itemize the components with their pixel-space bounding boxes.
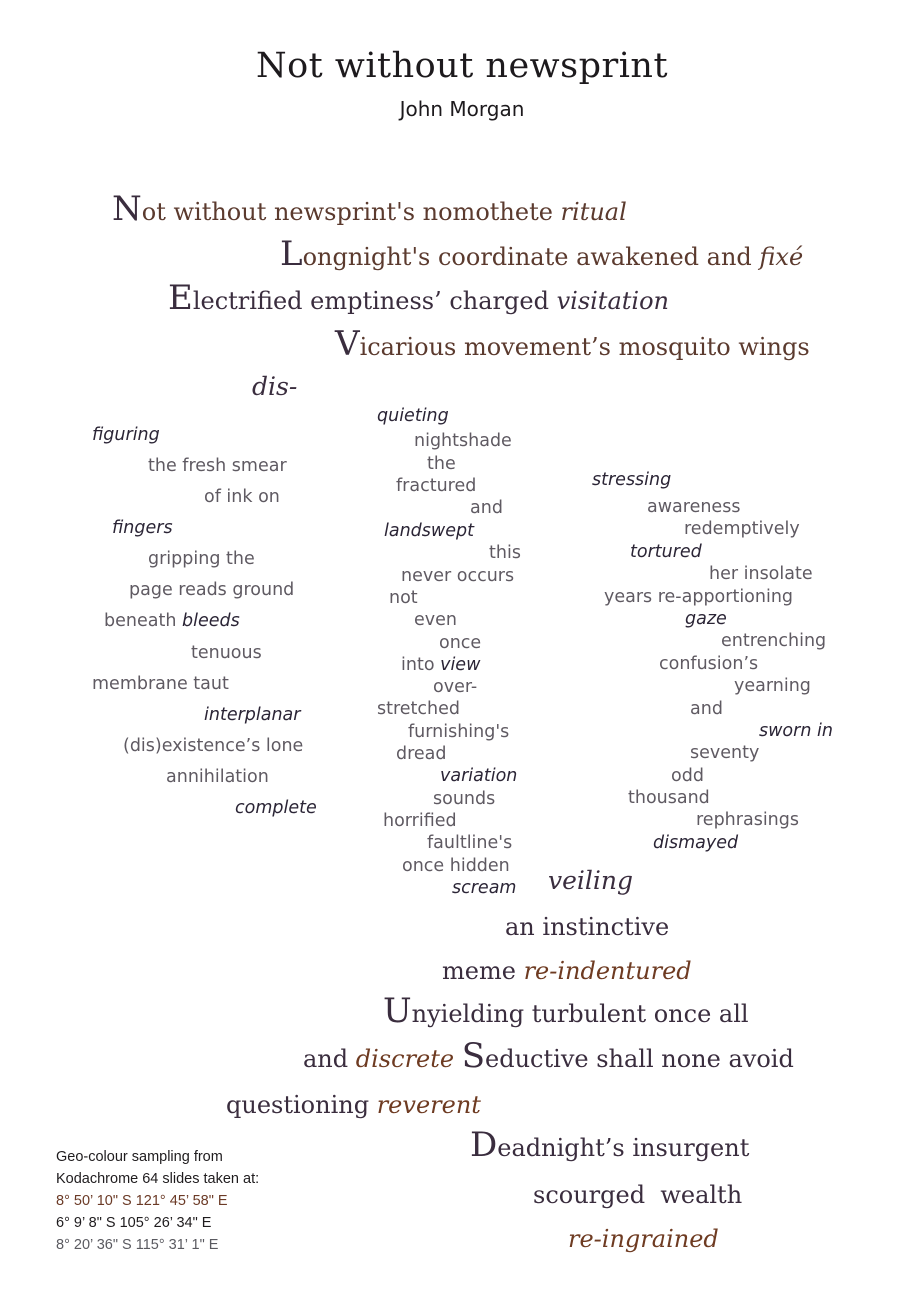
acrostic-initial: D — [470, 1125, 498, 1165]
author-name: John Morgan — [399, 97, 525, 121]
col1-line-9: membrane taut — [92, 674, 229, 694]
veiling-word: veiling — [548, 866, 634, 895]
col3-line-13: seventy — [690, 743, 760, 763]
col3-line-15: thousand — [628, 788, 710, 808]
acrostic-initial: N — [112, 189, 142, 229]
col2-line-3: the — [427, 454, 456, 474]
col3-line-11: and — [690, 699, 723, 719]
col1-line-8: tenuous — [191, 643, 262, 663]
acrostic-text: lectrified emptiness’ charged — [192, 287, 557, 315]
acrostic-initial: U — [383, 991, 412, 1031]
lower-line-7: scourged wealth — [533, 1181, 743, 1209]
lower-line-4: and discrete Seductive shall none avoid — [303, 1036, 794, 1076]
col2-line-19: horrified — [383, 811, 457, 831]
col2-line-8: never occurs — [401, 566, 515, 586]
lower-line-3: Unyielding turbulent once all — [383, 991, 749, 1031]
note-coord-1: 8° 50’ 10" S 121° 45’ 58" E — [56, 1193, 228, 1209]
col2-line-9: not — [389, 588, 418, 608]
acrostic-line-3 — [168, 278, 669, 318]
col2-line-22: scream — [452, 878, 517, 898]
note-line-1: Geo-colour sampling from — [56, 1149, 223, 1165]
col3-line-8: entrenching — [721, 631, 827, 651]
col3-line-7: gaze — [685, 609, 727, 629]
lower-line-1: an instinctive — [505, 913, 670, 941]
note-coord-2: 6° 9’ 8" S 105° 26’ 34" E — [56, 1215, 212, 1231]
lower-line-6: Deadnight’s insurgent — [470, 1125, 750, 1165]
acrostic-line-1 — [112, 189, 627, 229]
note-coord-3: 8° 20’ 36" S 115° 31’ 1" E — [56, 1237, 219, 1253]
col1-line-2: the fresh smear — [148, 456, 287, 476]
acrostic-italic: fixé — [759, 243, 804, 271]
col2-line-7: this — [489, 543, 521, 563]
col2-line-6: landswept — [384, 521, 474, 541]
col1-line-7: beneath bleeds — [104, 611, 240, 631]
col2-line-2: nightshade — [414, 431, 512, 451]
col1-line-3: of ink on — [204, 487, 280, 507]
col2-line-15: furnishing's — [408, 722, 510, 742]
col2-line-13: over- — [433, 677, 478, 697]
acrostic-line-2 — [280, 234, 804, 274]
col3-line-9: confusion’s — [659, 654, 759, 674]
col3-line-3: redemptively — [684, 519, 800, 539]
col2-line-16: dread — [396, 744, 447, 764]
acrostic-italic: visitation — [556, 287, 669, 315]
col3-line-17: dismayed — [653, 833, 739, 853]
acrostic-initial: S — [461, 1036, 486, 1076]
col2-line-10: even — [414, 610, 457, 630]
note-line-2: Kodachrome 64 slides taken at: — [56, 1171, 260, 1187]
acrostic-initial: V — [335, 324, 360, 364]
col2-line-12: into view — [401, 655, 481, 675]
col3-line-14: odd — [671, 766, 704, 786]
col3-line-16: rephrasings — [696, 810, 799, 830]
acrostic-text: ongnight's coordinate awakened and — [302, 243, 760, 271]
col2-line-11: once — [439, 633, 482, 653]
lower-line-2: meme re-indentured — [442, 957, 692, 985]
col2-line-20: faultline's — [427, 833, 513, 853]
col1-line-6: page reads ground — [129, 580, 295, 600]
col2-line-18: sounds — [433, 789, 496, 809]
col3-line-6: years re-apportioning — [604, 587, 794, 607]
page-title: Not without newsprint — [255, 46, 669, 86]
col3-line-1: stressing — [592, 470, 672, 490]
col1-line-12: annihilation — [166, 767, 269, 787]
col3-line-5: her insolate — [709, 564, 813, 584]
acrostic-text: ot without newsprint's nomothete — [141, 198, 561, 226]
col1-line-1: figuring — [92, 425, 160, 445]
col2-line-14: stretched — [377, 699, 461, 719]
acrostic-line-4 — [335, 324, 810, 364]
acrostic-initial: E — [168, 278, 193, 318]
col2-line-17: variation — [440, 766, 518, 786]
col3-line-2: awareness — [647, 497, 741, 517]
col1-line-5: gripping the — [148, 549, 255, 569]
col2-line-5: and — [470, 498, 503, 518]
col3-line-12: sworn in — [759, 721, 833, 741]
col3-line-4: tortured — [630, 542, 702, 562]
col3-line-10: yearning — [734, 676, 811, 696]
col2-line-4: fractured — [396, 476, 477, 496]
col1-line-13: complete — [235, 798, 317, 818]
acrostic-italic: ritual — [560, 198, 627, 226]
lower-line-5: questioning reverent — [226, 1091, 481, 1119]
acrostic-text: icarious movement’s mosquito wings — [359, 333, 810, 361]
lower-line-8: re-ingrained — [568, 1225, 719, 1253]
col1-line-4: fingers — [112, 518, 173, 538]
acrostic-initial: L — [280, 234, 303, 274]
col2-line-21: once hidden — [402, 856, 510, 876]
dis-word: dis- — [252, 372, 298, 401]
col1-line-11: (dis)existence’s lone — [123, 736, 304, 756]
col1-line-10: interplanar — [204, 705, 301, 725]
col2-line-1: quieting — [377, 406, 449, 426]
